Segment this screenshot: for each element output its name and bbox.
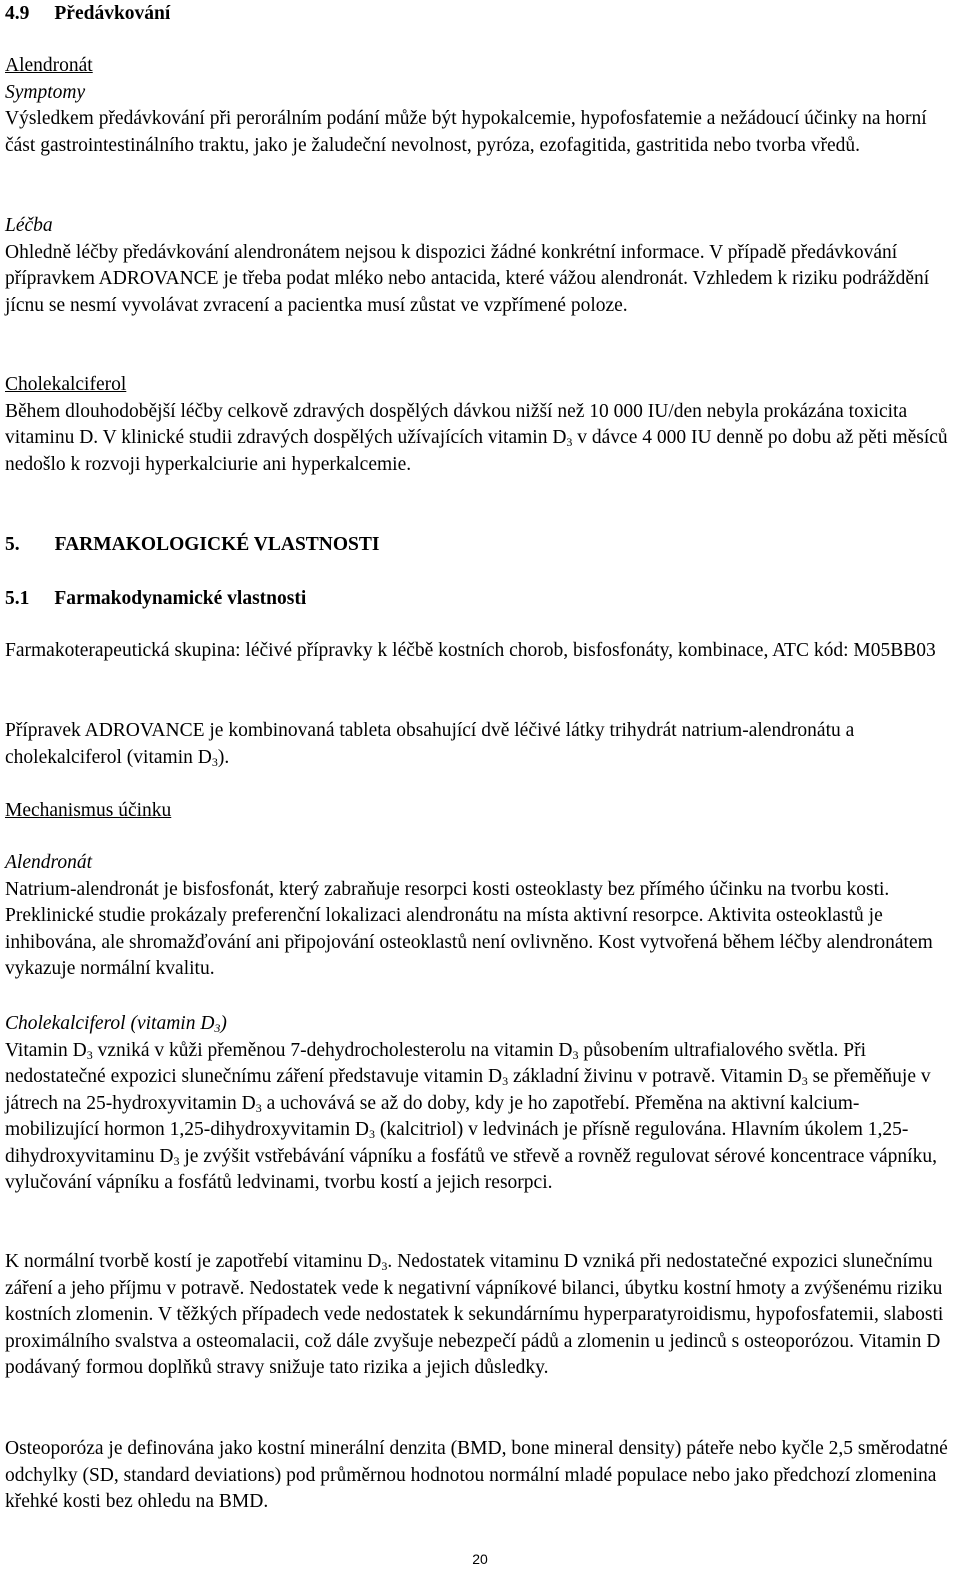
- mechanism-cholecalciferol: [5, 1011, 953, 1197]
- section-number: 4.9: [5, 3, 30, 24]
- alendronate-paragraph: Natrium-alendronát je bisfosfonát, který zabraňuje resorpci kosti osteoklasty bez přímého účinku na tvorbu kosti. Preklinické studie prokázaly preferenční lokalizaci alendronátu na místa aktivní resorpce. Aktivita osteoklastů je inhibována, ale shromažďování ani připojování osteoklastů není ovlivněno. Kost vytvořená během léčby alendronátem vykazuje normální kvalitu.: [5, 878, 933, 979]
- product-description: [5, 718, 953, 771]
- pharmaco-group-paragraph: Farmakoterapeutická skupina: léčivé přípravky k léčbě kostních chorob, bisfosfonáty, kombinace, ATC kód: M05BB03: [5, 640, 936, 661]
- subheading-mechanism: Mechanismus účinku: [5, 800, 172, 821]
- overdose-alendronate: [5, 53, 953, 159]
- subheading-cholecalciferol: Cholekalciferol: [5, 374, 127, 395]
- subheading-cholecalciferol: Cholekalciferol (vitamin $D_3$): [5, 1013, 227, 1035]
- symptoms-paragraph: Výsledkem předávkování při perorálním podání může být hypokalcemie, hypofosfatemie a nežádoucí účinky na horní část gastrointestinálního traktu, jako je žaludeční nevolnost, pyróza, ezofagitida, gastritida nebo tvorba vředů.: [5, 108, 927, 156]
- vitamin-d-deficiency: [5, 1249, 953, 1382]
- section-4-9-heading: [5, 1, 953, 28]
- vitamin-d-paragraph-2: K normální tvorbě kostí je zapotřebí vitaminu $D_3$. Nedostatek vitaminu D vzniká při nedostatečné expozici slunečnímu záření a jeho příjmu v potravě. Nedostatek vede k negativní vápníkové bilanci, úbytku kostní hmoty a zvýšenému riziku kostních zlomenin. V těžkých případech vede nedostatek k sekundárnímu hyperparatyroidismu, hypofosfatemii, slabosti proximálního svalstva a osteomalacii, což dále zvyšuje nebezpečí pádů a zlomenin u jedinců s osteoporózou. Vitamin D podávaný formou doplňků stravy snižuje tato rizika a jejich důsledky.: [5, 1251, 944, 1378]
- treatment-paragraph: Ohledně léčby předávkování alendronátem nejsou k dispozici žádné konkrétní informace. V případě předávkování přípravkem ADROVANCE je třeba podat mléko nebo antacida, které vážou alendronát. Vzhledem k riziku podráždění jícnu se nesmí vyvolávat zvracení a pacientka musí zůstat ve vzpřímené poloze.: [5, 241, 930, 316]
- section-5-1-heading: [5, 586, 953, 613]
- page-number: 20: [472, 1551, 488, 1567]
- section-title: Předávkování: [54, 3, 171, 24]
- pharmacotherapeutic-group: [5, 638, 953, 665]
- overdose-treatment: [5, 213, 953, 319]
- mechanism-alendronate: [5, 850, 953, 983]
- mechanism-heading-block: [5, 798, 953, 825]
- cholecalciferol-paragraph: Během dlouhodobější léčby celkově zdravých dospělých dávkou nižší než 10 000 IU/den nebyla prokázána toxicita vitaminu D. V klinické studii zdravých dospělých užívajících vitamin $D_3$ v dávce 4 000 IU denně po dobu až pěti měsíců nedošlo k rozvoji hyperkalciurie ani hyperkalcemie.: [5, 400, 948, 475]
- subheading-symptoms: Symptomy: [5, 81, 86, 103]
- subheading-alendronate: Alendronát: [5, 55, 93, 76]
- product-paragraph: Přípravek ADROVANCE je kombinovaná tableta obsahující dvě léčivé látky trihydrát natrium-alendronátu a cholekalciferol (vitamin $D_3$).: [5, 720, 855, 769]
- section-title: FARMAKOLOGICKÉ VLASTNOSTI: [54, 534, 380, 555]
- osteoporosis-definition: [5, 1436, 953, 1516]
- section-number: 5.1: [5, 588, 30, 609]
- section-5-heading: [5, 532, 953, 559]
- subheading-treatment: Léčba: [5, 215, 53, 236]
- subheading-alendronate: Alendronát: [5, 852, 93, 873]
- section-title: Farmakodynamické vlastnosti: [54, 588, 307, 609]
- overdose-cholecalciferol: [5, 372, 953, 478]
- section-number: 5.: [5, 534, 20, 555]
- vitamin-d-paragraph-1: Vitamin $D_3$ vzniká v kůži přeměnou 7-dehydrocholesterolu na vitamin $D_3$ působením ultrafialového světla. Při nedostatečné expozici slunečnímu záření představuje vitamin $D_3$ základní živinu v potravě. Vitamin $D_3$ se přeměňuje v játrech na 25-hydroxyvitamin $D_3$ a uchovává se až do doby, kdy je ho zapotřebí. Přeměna na aktivní kalcium-mobilizující hormon 1,25-dihydroxyvitamin $D_3$ (kalcitriol) v ledvinách je přísně regulována. Hlavním úkolem 1,25-dihydroxyvitaminu $D_3$ je zvýšit vstřebávání vápníku a fosfátů ve střevě a rovněž regulovat sérové koncentrace vápníku, vylučování vápníku a fosfátů ledvinami, tvorbu kostí a jejich resorpci.: [5, 1039, 937, 1193]
- osteoporosis-paragraph: Osteoporóza je definována jako kostní minerální denzita (BMD, bone mineral density) páteře nebo kyčle 2,5 směrodatné odchylky (SD, standard deviations) pod průměrnou hodnotou normální mladé populace nebo jako předchozí zlomenina křehké kosti bez ohledu na BMD.: [5, 1438, 948, 1512]
